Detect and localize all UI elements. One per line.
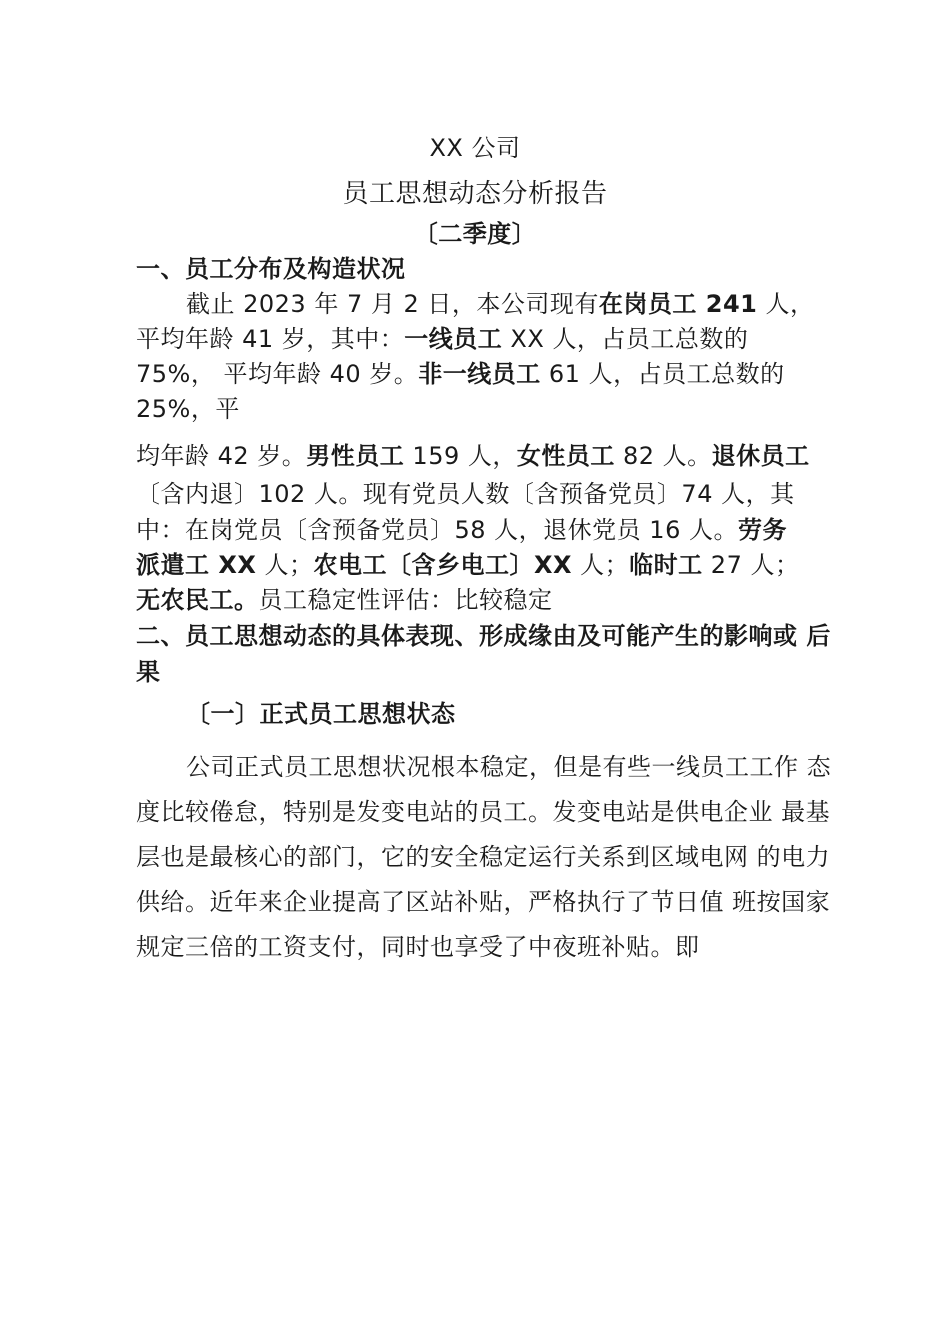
text-run-bold: 临时工 [629,551,703,579]
subsection-heading: 〔一〕正式员工思想状态 [186,700,456,728]
paragraph-line: 〔含内退〕102 人。现有党员人数〔含预备党员〕74 人，其 [136,480,795,508]
paragraph-line: 规定三倍的工资支付，同时也享受了中夜班补贴。即 [136,933,700,961]
text-run: 平均年龄 41 岁，其中： [136,325,405,353]
text-run: 人； [572,551,630,579]
title-quarter: 〔二季度〕 [413,220,537,248]
text-run-bold: 退休员工 [711,442,810,470]
text-run: 75%， 平均年龄 40 岁。 [136,360,419,388]
paragraph-line [136,358,785,390]
text-run-bold: 派遣工 XX [136,551,257,579]
text-run-bold: 农电工〔含乡电工〕XX [313,551,573,579]
text-run: 27 人； [702,551,800,579]
text-run: 均年龄 42 岁。 [136,442,307,470]
text-run: 中：在岗党员〔含预备党员〕58 人，退休党员 16 人。 [136,516,738,544]
paragraph-line [136,440,810,472]
section2-heading: 二、员工思想动态的具体表现、形成缘由及可能产生的影响或 后 [136,622,831,650]
text-run: 人， [757,290,815,318]
section1-heading: 一、员工分布及构造状况 [136,255,406,283]
text-run: 截止 2023 年 7 月 2 日，本公司现有 [186,290,599,318]
text-run-bold: 女性员工 [516,442,615,470]
text-run-bold: 在岗员工 241 [598,290,758,318]
text-run: 员工稳定性评估：比较稳定 [258,586,553,614]
title-main: 员工思想动态分析报告 [342,179,608,209]
text-run-bold: 无农民工。 [136,586,259,614]
section2-heading-cont: 果 [136,658,161,686]
paragraph-line: 公司正式员工思想状况根本稳定，但是有些一线员工工作 态 [186,753,832,781]
paragraph-line: 层也是最核心的部门，它的安全稳定运行关系到区域电网 的电力 [136,843,831,871]
text-run-bold: 一线员工 [404,325,503,353]
paragraph-line: 供给。近年来企业提高了区站补贴，严格执行了节日值 班按国家 [136,888,831,916]
text-run: XX 人，占员工总数的 [502,325,749,353]
paragraph-line [136,514,787,546]
paragraph-line: 25%，平 [136,395,240,423]
text-run-bold: 劳务 [737,516,787,544]
text-run: 61 人，占员工总数的 [540,360,785,388]
text-run-bold: 男性员工 [306,442,405,470]
paragraph-line [136,323,748,355]
paragraph-line [136,549,799,581]
text-run-bold: 非一线员工 [418,360,541,388]
paragraph-line: 度比较倦怠，特别是发变电站的员工。发变电站是供电企业 最基 [136,798,831,826]
text-run: 人； [256,551,314,579]
paragraph-line [186,288,814,320]
text-run: 82 人。 [614,442,712,470]
title-company: XX 公司 [429,134,521,162]
text-run: 159 人， [404,442,517,470]
paragraph-line [136,584,553,616]
